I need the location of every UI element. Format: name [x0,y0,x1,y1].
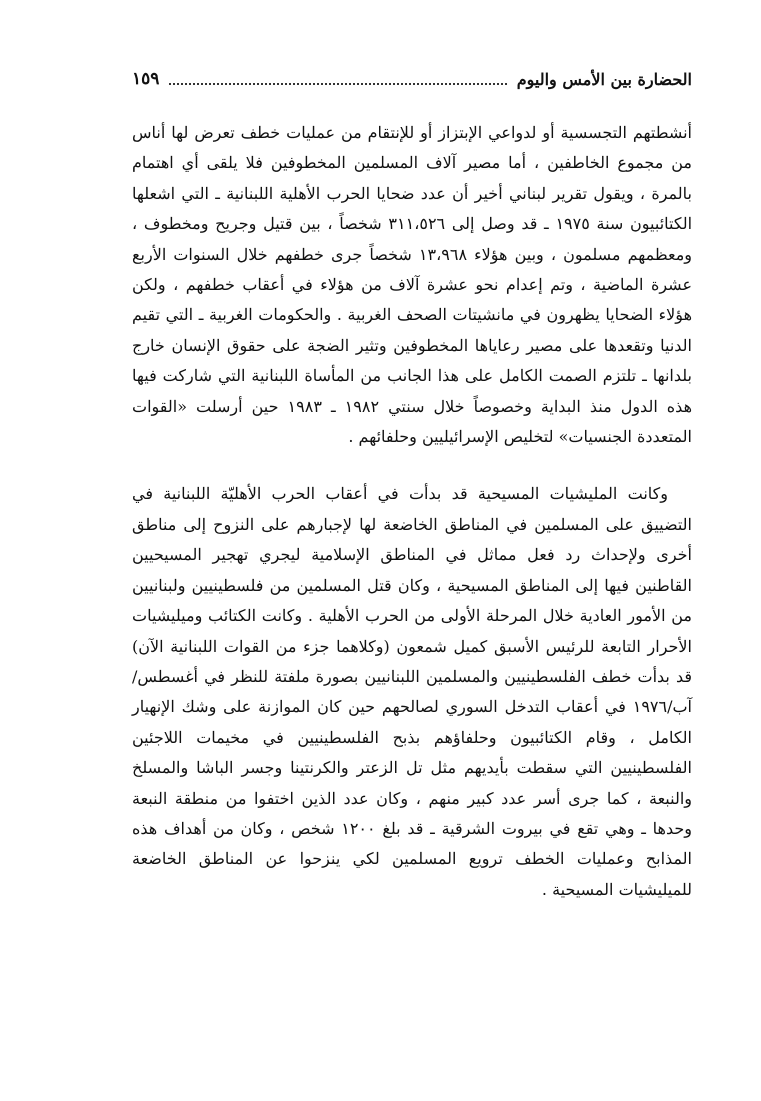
body-text [132,118,692,905]
paragraph: أنشطتهم التجسسية أو لدواعي الإبتزاز أو للإنتقام من عمليات خطف تعرض لها أناس من مجموع الخاطفين ، أما مصير آلاف المسلمين المخطوفين فلا يلقى أي اهتمام بالمرة ، ويقول تقرير لبناني أخير أن عدد ضحايا الحرب الأهلية اللبنانية ـ التي اشعلها الكتائبيون سنة ١٩٧٥ ـ قد وصل إلى ٣١١،٥٢٦ شخصاً ، بين قتيل وجريح ومخطوف ، ومعظمهم مسلمون ، وبين هؤلاء ١٣،٩٦٨ شخصاً جرى خطفهم خلال السنوات الأربع عشرة الماضية ، وتم إعدام نحو عشرة آلاف من هؤلاء في أعقاب خطفهم ، ولكن هؤلاء الضحايا يظهرون في مانشيتات الصحف الغربية . والحكومات الغربية ـ التي تقيم الدنيا وتقعدها على مصير رعاياها المخطوفين وتثير الضجة على حقوق الإنسان خارج بلدانها ـ تلتزم الصمت الكامل على هذا الجانب من المأساة اللبنانية التي شاركت فيها هذه الدول منذ البداية وخصوصاً خلال سنتي ١٩٨٢ ـ ١٩٨٣ حين أرسلت «القوات المتعددة الجنسيات» لتخليص الإسرائيليين وحلفائهم . [132,123,693,447]
running-header [132,64,692,94]
running-header-title: الحضارة بين الأمس واليوم [516,69,692,89]
paragraph: وكانت المليشيات المسيحية قد بدأت في أعقاب الحرب الأهليّة اللبنانية في التضييق على المسلمين في المناطق الخاضعة لها لإجبارهم على النزوح إلى مناطق أخرى ولإحداث رد فعل مماثل في المناطق الإسلامية ليجري تهجير المسيحيين القاطنين فيها إلى المناطق المسيحية ، وكان قتل المسلمين من فلسطينيين ولبنانيين من الأمور العادية خلال المرحلة الأولى من الحرب الأهلية . وكانت الكتائب وميليشيات الأحرار التابعة للرئيس الأسبق كميل شمعون (وكلاهما جزء من القوات اللبنانية الآن) قد بدأت خطف الفلسطينيين والمسلمين اللبنانيين بصورة ملفتة للنظر في أغسطس/آب/١٩٧٦ في أعقاب التدخل السوري لصالحهم حين كان الموازنة على وشك الإنهيار الكامل ، وقام الكتائبيون وحلفاؤهم بذبح الفلسطينيين في مخيمات اللاجئين الفلسطينيين التي سقطت بأيديهم مثل تل الزعتر والكرنتينا وجسر الباشا والمسلخ والنبعة ، كما جرى أسر عدد كبير منهم ، وكان عدد الذين اختفوا من منطقة النبعة وحدها ـ وهي تقع في بيروت الشرقية ـ قد بلغ ١٢٠٠ شخص ، وكان من أهداف هذه المذابح وعمليات الخطف ترويع المسلمين لكي ينزحوا عن المناطق الخاضعة للميليشيات المسيحية . [132,484,693,899]
dotted-leader [169,83,506,85]
page-number: ١٥٩ [132,69,160,89]
